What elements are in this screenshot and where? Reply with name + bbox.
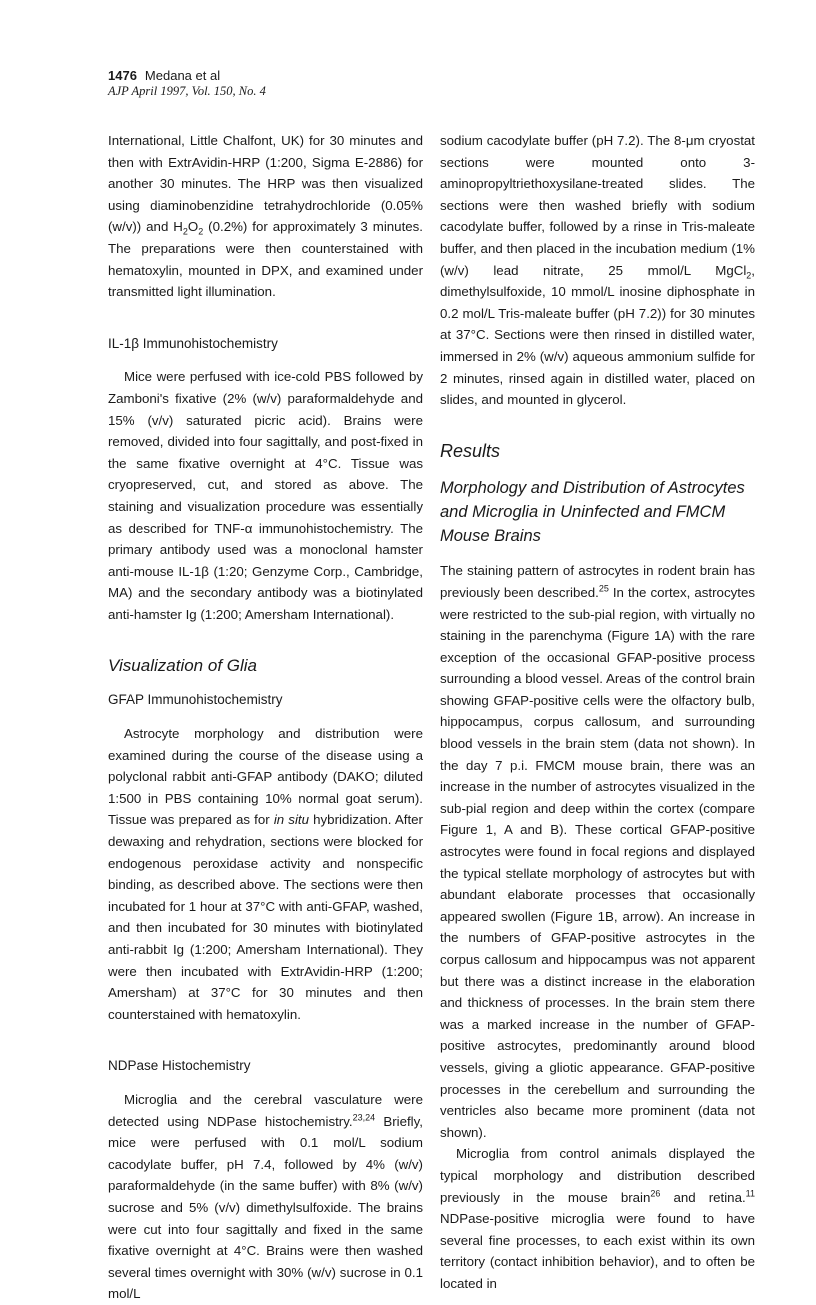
section-heading-morphology: Morphology and Distribution of Astrocytes and Microglia in Uninfected and FMCM Mouse Brains bbox=[440, 479, 745, 546]
page-number: 1476 bbox=[108, 68, 137, 83]
micro-text-a: Microglia from control animals displayed the typical morphology and distribution described previously in the mouse brain bbox=[440, 1146, 755, 1205]
reference-superscript: 11 bbox=[745, 1188, 755, 1199]
section-heading-visualization-glia: Visualization of Glia bbox=[108, 656, 257, 676]
ndpase-text-b: Briefly, mice were perfused with 0.1 mol/L sodium cacodylate buffer, pH 7.4, followed by 4% (w/v) paraformaldehyde (in the same buffer) with 8% (w/v) sucrose and 5% (v/v) dimethylsulfoxide. The brains were cut into four sagittally and fixed in the same fixative overnight at 4°C. Brains were then washed several times overnight with 30% (w/v) sucrose in 0.1 mol/L bbox=[108, 1113, 423, 1302]
paragraph-ndpase bbox=[108, 1089, 423, 1305]
ndpase-text-a: Microglia and the cerebral vasculature were detected using NDPase histochemistry. bbox=[108, 1091, 423, 1129]
reference-superscript: 23,24 bbox=[352, 1112, 376, 1123]
running-header bbox=[108, 68, 266, 99]
micro-text-c: NDPase-positive microglia were found to have several fine processes, to each exist within its own territory (contact inhibition behavior), and to often be located in bbox=[440, 1211, 755, 1291]
astro-text-a: The staining pattern of astrocytes in rodent brain has previously been described. bbox=[440, 563, 755, 600]
section-heading-results: Results bbox=[440, 440, 501, 461]
gfap-text-a: Astrocyte morphology and distribution were examined during the course of the disease using a polyclonal rabbit anti-GFAP antibody (DAKO; diluted 1:500 in PBS containing 10% normal goat serum). Tissue was prepared as for bbox=[108, 726, 423, 828]
astro-text-b: In the cortex, astrocytes were restricted to the sub-pial region, with virtually no staining in the parenchyma (Figure 1A) with the rare exception of the occasional GFAP-positive process surrounding a blood vessel. Areas of the control brain showing GFAP-positive cells were the olfactory bulb, hippocampus, corpus callosum, and surrounding blood vessels in the brain stem (data not shown). In the day 7 p.i. FMCM mouse brain, there was an increase in the number of astrocytes visualized in the sub-pial region and deep within the cortex (compare Figure 1, A and B). These cortical GFAP-positive astrocytes were found in focal regions and displayed the typical stellate morphology of astrocytes but with abundant elaborate processes that occasionally appeared swollen (Figure 1B, arrow). An increase in the numbers of GFAP-positive astrocytes in the corpus callosum and hippocampus was not apparent but there was a distinct increase in the elaboration and thickness of processes. In the brain stem there was a marked increase in the number of GFAP-positive astrocytes, predominantly around blood vessels, giving a gliotic appearance. GFAP-positive processes in the cerebellum and surrounding the ventricles also became more prominent (data not shown). bbox=[440, 584, 755, 1140]
section-heading-ndpase: NDPase Histochemistry bbox=[108, 1058, 251, 1074]
paragraph-microglia bbox=[440, 1143, 755, 1294]
page-header-line bbox=[108, 68, 266, 83]
paragraph-cryostat: sodium cacodylate buffer (pH 7.2). The 8-μm cryostat sections were mounted onto 3-aminopropyltriethoxysilane-treated slides. The sections were then washed briefly with sodium cacodylate buffer, followed by a rinse in Tris-maleate buffer, and then placed in the incubation medium (1% (w/v) lead nitrate, 25 mmol/L MgCl$_2$, dimethylsulfoxide, 10 mmol/L inosine diphosphate in 0.2 mol/L Tris-maleate buffer (pH 7.2)) for 30 minutes at 37°C. Sections were then rinsed in distilled water, immersed in 2% (w/v) aqueous ammonium sulfide for 2 minutes, rinsed again in distilled water, placed on slides, and mounted in glycerol. bbox=[440, 133, 755, 408]
section-heading-gfap: GFAP Immunohistochemistry bbox=[108, 692, 283, 708]
paragraph-il1b: Mice were perfused with ice-cold PBS followed by Zamboni's fixative (2% (w/v) paraformaldehyde and 15% (v/v) saturated picric acid). Brains were removed, divided into four sagittally, and post-fixed in the same fixative overnight at 4°C. Tissue was cryopreserved, cut, and stored as above. The staining and visualization procedure was essentially as described for TNF-α immunohistochemistry. The primary antibody used was a monoclonal hamster anti-mouse IL-1β (1:20; Genzyme Corp., Cambridge, MA) and the secondary antibody was a biotinylated anti-hamster Ig (1:200; Amersham International). bbox=[108, 369, 423, 622]
reference-superscript: 26 bbox=[650, 1188, 661, 1199]
section-heading-il1b: IL-1β Immunohistochemistry bbox=[108, 335, 278, 351]
paragraph-gfap bbox=[108, 723, 423, 1025]
journal-citation: AJP April 1997, Vol. 150, No. 4 bbox=[108, 84, 266, 98]
gfap-text-b: hybridization. After dewaxing and rehydration, sections were blocked for endogenous peroxidase activity and nonspecific binding, as described above. The sections were then incubated for 1 hour at 37°C with anti-GFAP, washed, and then incubated for 30 minutes with biotinylated anti-rabbit Ig (1:200; Amersham International). They were then incubated with ExtrAvidin-HRP (1:200; Amersham) at 37°C for 30 minutes and then counterstained with hematoxylin. bbox=[108, 812, 423, 1022]
paragraph-astrocytes bbox=[440, 560, 755, 1143]
author-running-head: Medana et al bbox=[144, 68, 221, 83]
gfap-italic-term: in situ bbox=[273, 812, 309, 828]
reference-superscript: 25 bbox=[598, 583, 609, 594]
right-column bbox=[440, 130, 755, 1295]
paragraph-hrp-procedure: International, Little Chalfont, UK) for 30 minutes and then with ExtrAvidin-HRP (1:200, Sigma E-2886) for another 30 minutes. The HRP was then visualized using diaminobenzidine tetrahydrochloride (0.05% (w/v)) and $H_2O_2$ (0.2%) for approximately 3 minutes. The preparations were then counterstained with hematoxylin, mounted in DPX, and examined under transmitted light illumination. bbox=[108, 133, 423, 300]
micro-text-b: and retina. bbox=[660, 1189, 746, 1205]
left-column bbox=[108, 130, 423, 1305]
